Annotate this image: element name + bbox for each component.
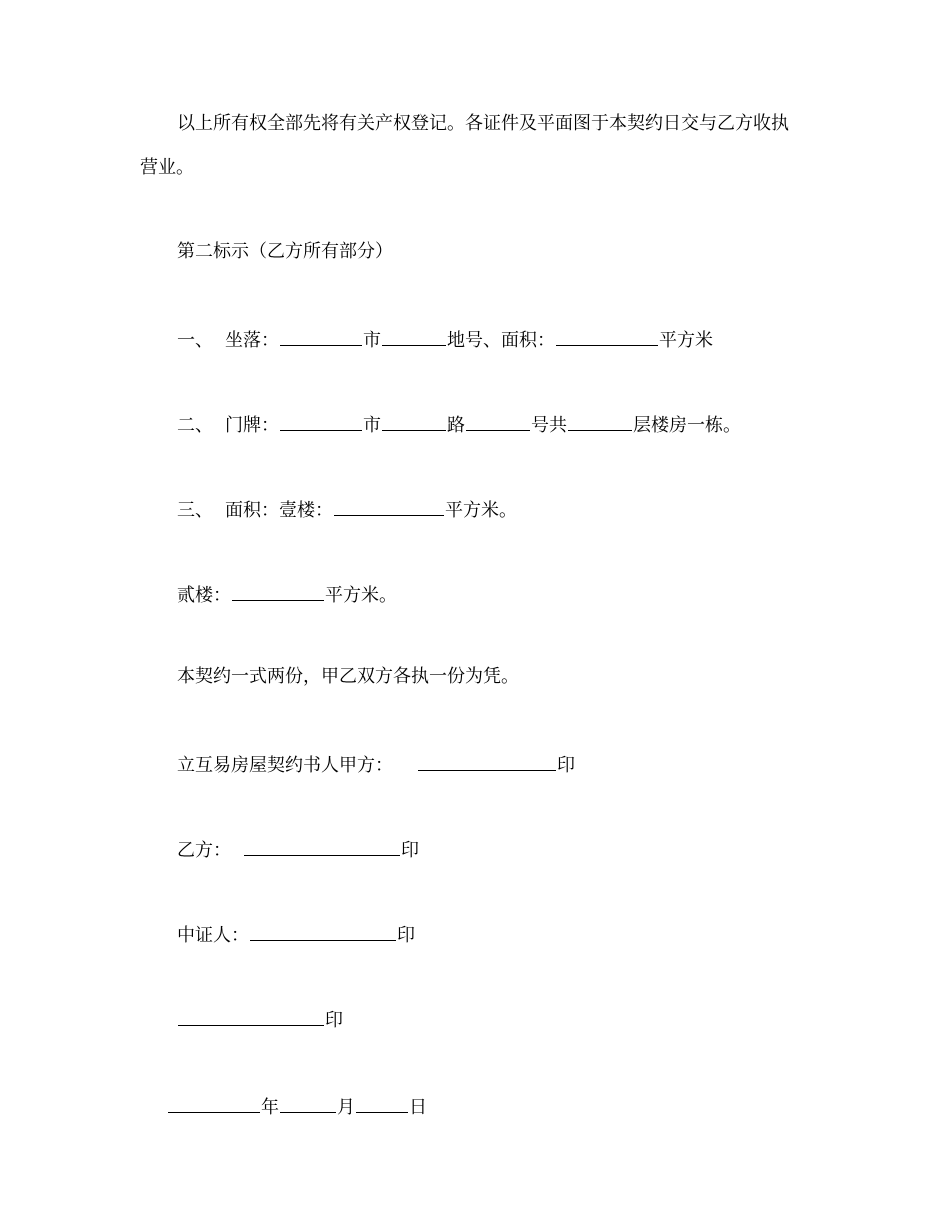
blank-witness[interactable] [250,920,396,941]
signature-extra [177,1005,343,1033]
blank-road[interactable] [382,410,446,431]
copies-text: 本契约一式两份，甲乙双方各执一份为凭。 [177,666,519,687]
party-a-label: 立互易房屋契约书人甲方： [177,755,393,776]
floor2-label: 贰楼： [177,585,231,606]
month-label: 月 [337,1097,355,1118]
witness-label: 中证人： [177,925,249,946]
blank-lot[interactable] [382,325,446,346]
item-number: 三、 [177,500,213,521]
item-label: 面积：壹楼： [225,500,333,521]
blank-floors[interactable] [568,410,632,431]
blank-second-floor-area[interactable] [232,580,324,601]
signature-witness [177,920,415,948]
signature-party-b [177,835,419,863]
intro-line-1 [177,112,789,136]
second-floor-area: 贰楼： 平方米。 [177,580,397,608]
day-label: 日 [409,1097,427,1118]
seal-mark: 印 [325,1010,343,1031]
signature-party-a [177,750,575,778]
blank-day[interactable] [356,1092,408,1113]
blank-area[interactable] [556,325,658,346]
blank-month[interactable] [280,1092,336,1113]
intro-text-1: 以上所有权全部先将有关产权登记。各证件及平面图于本契约日交与乙方收执 [177,113,789,134]
item-label: 坐落： [225,330,279,351]
blank-party-a[interactable] [418,750,556,771]
copies-clause [177,665,519,689]
party-b-label: 乙方： [177,840,231,861]
seal-mark: 印 [557,755,575,776]
intro-text-2: 营业。 [140,157,194,178]
section-title-text: 第二标示（乙方所有部分） [177,241,393,262]
blank-year[interactable] [168,1092,260,1113]
blank-number[interactable] [466,410,530,431]
item-label: 门牌： [225,415,279,436]
blank-city[interactable] [280,410,362,431]
item-location: 一、 坐落： 市 地号、面积： 平方米 [177,325,713,353]
seal-mark: 印 [397,925,415,946]
blank-party-b[interactable] [244,835,400,856]
blank-extra-signature[interactable] [178,1005,324,1026]
blank-city[interactable] [280,325,362,346]
intro-line-2 [140,156,194,180]
item-area: 三、 面积：壹楼： 平方米。 [177,495,517,523]
section-title [177,240,393,264]
seal-mark: 印 [401,840,419,861]
blank-first-floor-area[interactable] [334,495,444,516]
item-doorplate: 二、 门牌： 市 路 号共 层楼房一栋。 [177,410,741,438]
year-label: 年 [261,1097,279,1118]
date-line [167,1092,427,1120]
item-number: 二、 [177,415,213,436]
item-number: 一、 [177,330,213,351]
